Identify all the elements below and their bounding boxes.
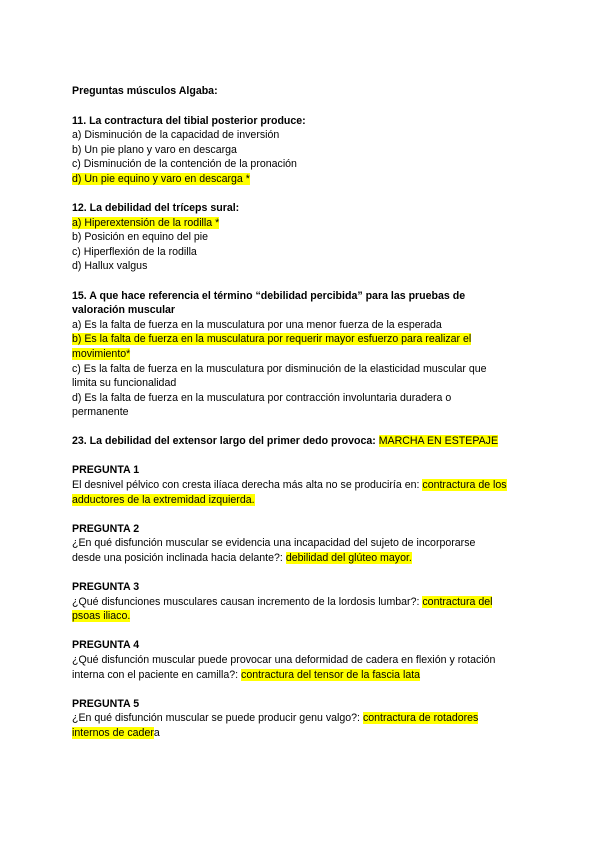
- question-12: [72, 201, 532, 274]
- question-11-text: 11. La contractura del tibial posterior produce:: [72, 114, 306, 127]
- question-23-text: 23. La debilidad del extensor largo del primer dedo provoca:: [72, 435, 376, 448]
- question-11: [72, 114, 532, 187]
- pregunta-3-answer-line1: contractura del: [422, 595, 493, 608]
- pregunta-4-text-line2: interna con el paciente en camilla?:: [72, 668, 239, 681]
- pregunta-1-heading: PREGUNTA 1: [72, 464, 140, 477]
- question-15-text-line2: valoración muscular: [72, 304, 176, 317]
- option-15-a: a) Es la falta de fuerza en la musculatura por una menor fuerza de la esperada: [72, 318, 442, 331]
- pregunta-3-answer-line2: psoas iliaco.: [72, 610, 131, 623]
- option-11-b: b) Un pie plano y varo en descarga: [72, 143, 237, 156]
- option-12-c: c) Hiperflexión de la rodilla: [72, 245, 197, 258]
- document-title: Preguntas músculos Algaba:: [72, 85, 218, 97]
- pregunta-2-text-line2: desde una posición inclinada hacia delante?:: [72, 551, 283, 564]
- pregunta-4-answer: contractura del tensor de la fascia lata: [241, 668, 421, 681]
- pregunta-4: [72, 638, 532, 682]
- pregunta-1-text: El desnivel pélvico con cresta ilíaca derecha más alta no se produciría en:: [72, 479, 420, 492]
- pregunta-2-answer: debilidad del glúteo mayor.: [285, 551, 412, 564]
- question-23: [72, 434, 532, 449]
- answer-23: MARCHA EN ESTEPAJE: [378, 435, 499, 448]
- option-15-c-line2: limita su funcionalidad: [72, 377, 177, 390]
- option-15-c-line1: c) Es la falta de fuerza en la musculatura por disminución de la elasticidad muscular que: [72, 362, 487, 375]
- pregunta-2-text-line1: ¿En qué disfunción muscular se evidencia una incapacidad del sujeto de incorporarse: [72, 537, 476, 550]
- option-15-b-correct-line1: b) Es la falta de fuerza en la musculatura por requerir mayor esfuerzo para realizar el: [72, 333, 472, 346]
- pregunta-5-answer-tail: a: [153, 726, 160, 739]
- pregunta-3-text: ¿Qué disfunciones musculares causan incremento de la lordosis lumbar?:: [72, 595, 420, 608]
- pregunta-1: [72, 463, 532, 507]
- pregunta-2: [72, 522, 532, 566]
- pregunta-1-answer-line2: adductores de la extremidad izquierda.: [72, 493, 255, 506]
- pregunta-5: [72, 697, 532, 741]
- option-12-b: b) Posición en equino del pie: [72, 231, 209, 244]
- option-11-d-correct: d) Un pie equino y varo en descarga *: [72, 172, 250, 185]
- option-15-d-line1: d) Es la falta de fuerza en la musculatura por contracción involuntaria duradera o: [72, 391, 452, 404]
- option-11-c: c) Disminución de la contención de la pronación: [72, 158, 297, 171]
- pregunta-1-answer-line1: contractura de los: [422, 479, 507, 492]
- pregunta-4-text-line1: ¿Qué disfunción muscular puede provocar una deformidad de cadera en flexión y rotación: [72, 653, 496, 666]
- question-15-text-line1: 15. A que hace referencia el término “debilidad percibida” para las pruebas de: [72, 289, 466, 302]
- question-12-text: 12. La debilidad del tríceps sural:: [72, 202, 240, 215]
- option-15-b-correct-line2: movimiento*: [72, 347, 131, 360]
- document-body: [72, 84, 532, 755]
- option-11-a: a) Disminución de la capacidad de inversión: [72, 129, 280, 142]
- pregunta-3-heading: PREGUNTA 3: [72, 581, 140, 594]
- pregunta-5-heading: PREGUNTA 5: [72, 697, 140, 710]
- pregunta-2-heading: PREGUNTA 2: [72, 522, 140, 535]
- option-15-d-line2: permanente: [72, 406, 129, 419]
- pregunta-4-heading: PREGUNTA 4: [72, 639, 140, 652]
- question-15: [72, 289, 532, 420]
- pregunta-5-answer-line2: internos de cader: [72, 726, 154, 739]
- option-12-d: d) Hallux valgus: [72, 260, 148, 273]
- pregunta-5-answer-line1: contractura de rotadores: [362, 712, 479, 725]
- option-12-a-correct: a) Hiperextensión de la rodilla *: [72, 216, 220, 229]
- pregunta-3: [72, 580, 532, 624]
- pregunta-5-text: ¿En qué disfunción muscular se puede producir genu valgo?:: [72, 712, 360, 725]
